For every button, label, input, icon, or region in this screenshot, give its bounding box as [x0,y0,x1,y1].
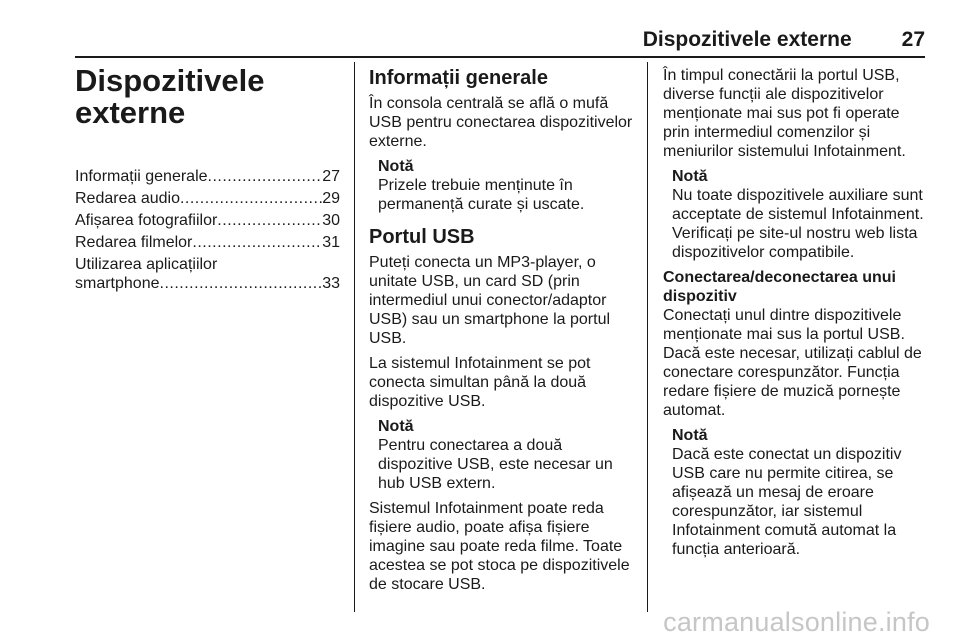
watermark: carmanualsonline.info [663,607,930,637]
note-text: Prizele trebuie menținute în permanență curate și uscate. [378,177,585,213]
toc-page: 33 [322,275,340,292]
subsection-heading: Conectarea/deconectarea unui dispozitiv [663,269,896,305]
running-title: Dispozitivele externe [642,28,852,51]
paragraph: Conectați unul dintre dispozitivele menționate mai sus la portul USB. Dacă este necesar, utilizați cablul de conectare corespunzător. Funcția redare fișiere de muzică pornește automat. [663,307,922,419]
toc-page: 29 [322,190,340,207]
toc-leader [192,233,322,252]
column-divider-2 [647,62,648,612]
page-number: 27 [901,28,925,51]
note-text: Nu toate dispozitivele auxiliare sunt acceptate de sistemul Infotainment. Verificați pe site-ul nostru web lista dispozitivelor compatibile. [672,187,924,261]
toc-page: 27 [322,168,340,185]
note-box [672,167,927,262]
note-text: Pentru conectarea a două dispozitive USB, este necesar un hub USB extern. [378,437,613,492]
column-usb-connection [663,62,927,565]
note-title: Notă [378,418,414,435]
toc-label: Redarea audio [75,190,180,207]
column-chapter [75,62,340,296]
paragraph: Puteți conecta un MP3-player, o unitate USB, un card SD (prin intermediul unui conector/adaptor USB) sau un smartphone la portul USB. [369,254,611,347]
section-heading: Portul USB [369,226,475,248]
toc-leader [160,274,323,293]
column-divider-1 [354,62,355,612]
paragraph: Sistemul Infotainment poate reda fișiere audio, poate afișa fișiere imagine sau poate reda filme. Toate acestea se pot stoca pe dispozitivele de stocare USB. [369,500,630,593]
column-general-info [369,62,635,600]
toc-label-line1: Utilizarea aplicațiilor [75,256,218,273]
toc-label: Redarea filmelor [75,234,193,251]
toc-leader [217,211,322,230]
toc-leader [208,167,323,186]
toc-label: Afișarea fotografiilor [75,212,218,229]
note-title: Notă [672,168,708,185]
toc-item[interactable] [75,233,340,252]
note-title: Notă [378,158,414,175]
note-box [378,417,635,493]
toc-page: 31 [322,234,340,251]
note-text: Dacă este conectat un dispozitiv USB care nu permite citirea, se afișează un mesaj de eroare corespunzător, iar sistemul Infotainment comută automat la funcția anterioară. [672,446,902,558]
section-heading: Informații generale [369,67,548,89]
toc-item[interactable] [75,211,340,230]
toc-leader [180,189,322,208]
toc-item[interactable] [75,167,340,186]
page-header [75,28,925,52]
paragraph: La sistemul Infotainment se pot conecta simultan până la două dispozitive USB. [369,355,591,410]
toc-page: 30 [322,212,340,229]
toc-item[interactable] [75,189,340,208]
toc-label: smartphone [75,275,160,292]
note-title: Notă [672,427,708,444]
chapter-title: Dispozitivele externe [75,63,265,130]
toc-item[interactable] [75,255,340,293]
toc-label: Informații generale [75,168,208,185]
paragraph: În timpul conectării la portul USB, diverse funcții ale dispozitivelor menționate mai sus pot fi operate prin intermediul comenzilor și meniurilor sistemului Infotainment. [663,67,906,160]
paragraph: În consola centrală se află o mufă USB pentru conectarea dispozitivelor externe. [369,95,633,150]
note-box [378,157,635,214]
note-box [672,426,927,559]
table-of-contents [75,167,340,293]
header-rule [75,56,925,58]
